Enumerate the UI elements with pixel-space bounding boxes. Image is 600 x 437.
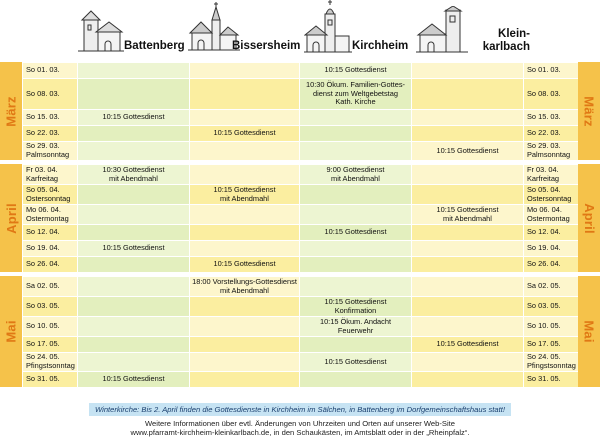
event-cell-kirchheim	[299, 257, 411, 272]
date-cell	[523, 353, 578, 371]
date-text: So 24. 05.	[26, 352, 60, 362]
month-name: Mai	[3, 320, 19, 343]
event-text: 10:15 Gottesdienst	[213, 259, 276, 269]
info-note-line2: www.pfarramt-kirchheim-kleinkarlbach.de, in den Schaukästen, im Amtsblatt oder in der „Rheinpfalz“.	[130, 428, 470, 437]
feast-day-text: Karfreitag	[26, 173, 59, 183]
date-text: So 29. 03.	[26, 141, 60, 151]
event-cell-bissersheim	[189, 257, 299, 272]
event-cell-kleinkarlbach	[411, 142, 523, 160]
event-text: 10:15 Gottesdienst	[324, 227, 387, 237]
date-cell	[22, 142, 77, 160]
church-name-kirchheim: Kirchheim	[352, 40, 409, 52]
event-cell-kleinkarlbach	[411, 126, 523, 141]
event-text: 10:15 Gottesdienst	[436, 145, 499, 155]
date-text: Sa 02. 05.	[26, 281, 60, 291]
date-text: So 29. 03.	[527, 141, 561, 151]
event-cell-kleinkarlbach	[411, 63, 523, 78]
info-note	[0, 419, 600, 437]
event-cell-kirchheim	[299, 142, 411, 160]
event-cell-kleinkarlbach	[411, 110, 523, 125]
event-cell-battenberg	[77, 225, 189, 240]
date-cell	[22, 297, 77, 316]
table-row	[22, 224, 578, 240]
date-cell	[22, 372, 77, 387]
month-label-left	[0, 62, 22, 160]
event-cell-kirchheim	[299, 63, 411, 78]
event-cell-battenberg	[77, 63, 189, 78]
event-cell-bissersheim	[189, 205, 299, 224]
event-cell-battenberg	[77, 297, 189, 316]
event-cell-bissersheim	[189, 142, 299, 160]
event-text: 9:00 Gottesdienst mit Abendmahl	[326, 164, 385, 183]
event-cell-kirchheim	[299, 110, 411, 125]
table-row	[22, 316, 578, 336]
footer	[0, 399, 600, 437]
month-name: April	[3, 202, 19, 234]
table-row	[22, 240, 578, 256]
date-text: So 31. 05.	[527, 374, 561, 384]
date-text: Sa 02. 05.	[527, 281, 561, 291]
date-cell	[523, 257, 578, 272]
month-label-left	[0, 164, 22, 272]
event-cell-kirchheim	[299, 205, 411, 224]
date-text: So 01. 03.	[527, 65, 561, 75]
event-cell-bissersheim	[189, 317, 299, 336]
date-cell	[523, 317, 578, 336]
event-cell-kirchheim	[299, 297, 411, 316]
date-cell	[523, 142, 578, 160]
event-cell-kleinkarlbach	[411, 241, 523, 256]
info-note-line1: Weitere Informationen über evtl. Änderungen von Uhrzeiten und Orten auf unserer Web-Site	[145, 419, 455, 428]
date-text: So 01. 03.	[26, 65, 60, 75]
event-text: 10:15 Gottesdienst	[213, 128, 276, 138]
event-cell-kirchheim	[299, 165, 411, 184]
event-cell-battenberg	[77, 110, 189, 125]
date-cell	[523, 297, 578, 316]
event-cell-battenberg	[77, 79, 189, 109]
table-row	[22, 296, 578, 316]
month-block-märz	[0, 62, 600, 160]
event-cell-bissersheim	[189, 225, 299, 240]
date-text: Fr 03. 04.	[527, 164, 559, 174]
date-text: So 03. 05.	[26, 301, 60, 311]
date-cell	[523, 79, 578, 109]
event-cell-bissersheim	[189, 241, 299, 256]
event-cell-battenberg	[77, 317, 189, 336]
event-cell-kleinkarlbach	[411, 277, 523, 296]
event-text: 10:15 Gottesdienst	[324, 65, 387, 75]
table-row	[22, 109, 578, 125]
date-cell	[22, 79, 77, 109]
date-cell	[22, 165, 77, 184]
event-text: 10:15 Gottesdienst	[436, 339, 499, 349]
date-text: So 22. 03.	[527, 128, 561, 138]
table-row	[22, 276, 578, 296]
event-cell-kirchheim	[299, 185, 411, 204]
date-text: So 08. 03.	[26, 88, 60, 98]
event-text: 10:30 Ökum. Familien-Gottes- dienst zum Weltgebetstag Kath. Kirche	[306, 80, 405, 107]
event-cell-bissersheim	[189, 277, 299, 296]
month-name: März	[3, 95, 19, 127]
event-cell-battenberg	[77, 353, 189, 371]
date-text: So 26. 04.	[527, 259, 561, 269]
date-cell	[22, 317, 77, 336]
event-cell-battenberg	[77, 165, 189, 184]
event-cell-bissersheim	[189, 185, 299, 204]
date-cell	[22, 353, 77, 371]
church-kleinkarlbach-icon	[416, 6, 468, 56]
event-text: 18:00 Vorstellungs-Gottesdienst mit Abendmahl	[192, 276, 297, 295]
month-label-right	[578, 62, 600, 160]
event-cell-bissersheim	[189, 79, 299, 109]
event-text: 10:15 Gottesdienst mit Abendmahl	[436, 204, 499, 223]
date-text: Mo 06. 04.	[527, 204, 562, 214]
table-row	[22, 256, 578, 272]
date-cell	[523, 110, 578, 125]
date-cell	[22, 126, 77, 141]
church-kirchheim-icon	[304, 0, 352, 56]
month-label-left	[0, 276, 22, 387]
table-row	[22, 204, 578, 224]
event-cell-battenberg	[77, 241, 189, 256]
date-text: So 31. 05.	[26, 374, 60, 384]
month-name: März	[581, 95, 597, 127]
date-text: So 17. 05.	[26, 339, 60, 349]
date-text: So 15. 03.	[527, 112, 561, 122]
event-cell-bissersheim	[189, 63, 299, 78]
event-cell-kleinkarlbach	[411, 353, 523, 371]
date-cell	[523, 63, 578, 78]
date-text: So 15. 03.	[26, 112, 60, 122]
feast-day-text: Ostersonntag	[527, 193, 572, 203]
date-cell	[22, 277, 77, 296]
event-cell-kleinkarlbach	[411, 297, 523, 316]
date-cell	[22, 225, 77, 240]
month-name: April	[581, 202, 597, 234]
event-cell-kirchheim	[299, 372, 411, 387]
date-text: So 12. 04.	[26, 227, 60, 237]
table-row	[22, 371, 578, 387]
event-cell-battenberg	[77, 126, 189, 141]
date-text: Mo 06. 04.	[26, 204, 61, 214]
event-cell-battenberg	[77, 337, 189, 352]
feast-day-text: Palmsonntag	[527, 150, 571, 159]
date-text: So 26. 04.	[26, 259, 60, 269]
event-text: 10:15 Gottesdienst	[324, 356, 387, 366]
event-cell-kleinkarlbach	[411, 185, 523, 204]
event-cell-kleinkarlbach	[411, 165, 523, 184]
date-cell	[22, 337, 77, 352]
event-text: 10:15 Ökum. Andacht Feuerwehr	[319, 316, 392, 335]
event-cell-kleinkarlbach	[411, 317, 523, 336]
event-cell-bissersheim	[189, 126, 299, 141]
date-text: So 10. 05.	[26, 321, 60, 331]
church-name-kleinkarlbach: Klein- karlbach	[482, 28, 530, 53]
event-cell-bissersheim	[189, 165, 299, 184]
month-block-april	[0, 164, 600, 272]
date-text: So 10. 05.	[527, 321, 561, 331]
event-cell-kirchheim	[299, 225, 411, 240]
header	[0, 0, 600, 62]
event-cell-battenberg	[77, 185, 189, 204]
date-cell	[22, 257, 77, 272]
date-text: So 08. 03.	[527, 88, 561, 98]
event-cell-kleinkarlbach	[411, 372, 523, 387]
table-row	[22, 62, 578, 78]
date-text: So 19. 04.	[26, 243, 60, 253]
table-row	[22, 125, 578, 141]
event-cell-kirchheim	[299, 241, 411, 256]
feast-day-text: Pfingstsonntag	[527, 361, 576, 370]
event-cell-bissersheim	[189, 372, 299, 387]
event-text: 10:15 Gottesdienst	[102, 243, 165, 253]
winter-church-notice: Winterkirche: Bis 2. April finden die Gottesdienste in Kirchheim im Sälchen, in Battenberg im Dorfgemeinschaftshaus statt!	[89, 403, 511, 416]
date-cell	[523, 185, 578, 204]
date-text: So 12. 04.	[527, 227, 561, 237]
date-cell	[22, 110, 77, 125]
date-cell	[523, 241, 578, 256]
date-cell	[22, 63, 77, 78]
month-label-right	[578, 164, 600, 272]
event-text: 10:30 Gottesdienst mit Abendmahl	[102, 164, 165, 183]
event-cell-kirchheim	[299, 337, 411, 352]
church-battenberg-icon	[78, 9, 124, 53]
event-text: 10:15 Gottesdienst	[102, 112, 165, 122]
date-text: So 22. 03.	[26, 128, 60, 138]
event-cell-kleinkarlbach	[411, 257, 523, 272]
date-cell	[523, 372, 578, 387]
date-cell	[523, 277, 578, 296]
feast-day-text: Ostermontag	[26, 213, 69, 223]
event-cell-kirchheim	[299, 277, 411, 296]
event-cell-kirchheim	[299, 79, 411, 109]
event-cell-bissersheim	[189, 353, 299, 371]
event-cell-battenberg	[77, 372, 189, 387]
date-cell	[22, 205, 77, 224]
date-cell	[523, 225, 578, 240]
table-row	[22, 184, 578, 204]
date-text: So 17. 05.	[527, 339, 561, 349]
month-name: Mai	[581, 320, 597, 343]
date-cell	[523, 126, 578, 141]
church-name-bissersheim: Bissersheim	[232, 40, 301, 52]
date-text: So 03. 05.	[527, 301, 561, 311]
event-cell-battenberg	[77, 142, 189, 160]
event-text: 10:15 Gottesdienst Konfirmation	[324, 296, 387, 315]
month-block-mai	[0, 276, 600, 387]
event-cell-kirchheim	[299, 126, 411, 141]
event-cell-kleinkarlbach	[411, 225, 523, 240]
table-row	[22, 164, 578, 184]
event-cell-kleinkarlbach	[411, 337, 523, 352]
table-row	[22, 352, 578, 371]
table-row	[22, 336, 578, 352]
feast-day-text: Ostermontag	[527, 213, 570, 223]
feast-day-text: Karfreitag	[527, 173, 560, 183]
event-cell-bissersheim	[189, 110, 299, 125]
event-text: 10:15 Gottesdienst mit Abendmahl	[213, 184, 276, 203]
date-cell	[523, 337, 578, 352]
feast-day-text: Pfingstsonntag	[26, 361, 75, 370]
table-row	[22, 78, 578, 109]
event-text: 10:15 Gottesdienst	[102, 374, 165, 384]
date-cell	[22, 185, 77, 204]
date-text: So 19. 04.	[527, 243, 561, 253]
feast-day-text: Palmsonntag	[26, 150, 70, 159]
event-cell-bissersheim	[189, 297, 299, 316]
event-cell-bissersheim	[189, 337, 299, 352]
table-row	[22, 141, 578, 160]
date-text: Fr 03. 04.	[26, 164, 58, 174]
event-cell-battenberg	[77, 205, 189, 224]
event-cell-battenberg	[77, 277, 189, 296]
event-cell-kirchheim	[299, 353, 411, 371]
feast-day-text: Ostersonntag	[26, 193, 71, 203]
date-cell	[523, 165, 578, 184]
date-text: So 05. 04.	[26, 184, 60, 194]
event-cell-kirchheim	[299, 317, 411, 336]
date-cell	[22, 241, 77, 256]
month-label-right	[578, 276, 600, 387]
event-cell-kleinkarlbach	[411, 205, 523, 224]
date-text: So 05. 04.	[527, 184, 561, 194]
event-cell-kleinkarlbach	[411, 79, 523, 109]
church-name-battenberg: Battenberg	[124, 40, 185, 52]
date-text: So 24. 05.	[527, 352, 561, 362]
date-cell	[523, 205, 578, 224]
event-cell-battenberg	[77, 257, 189, 272]
